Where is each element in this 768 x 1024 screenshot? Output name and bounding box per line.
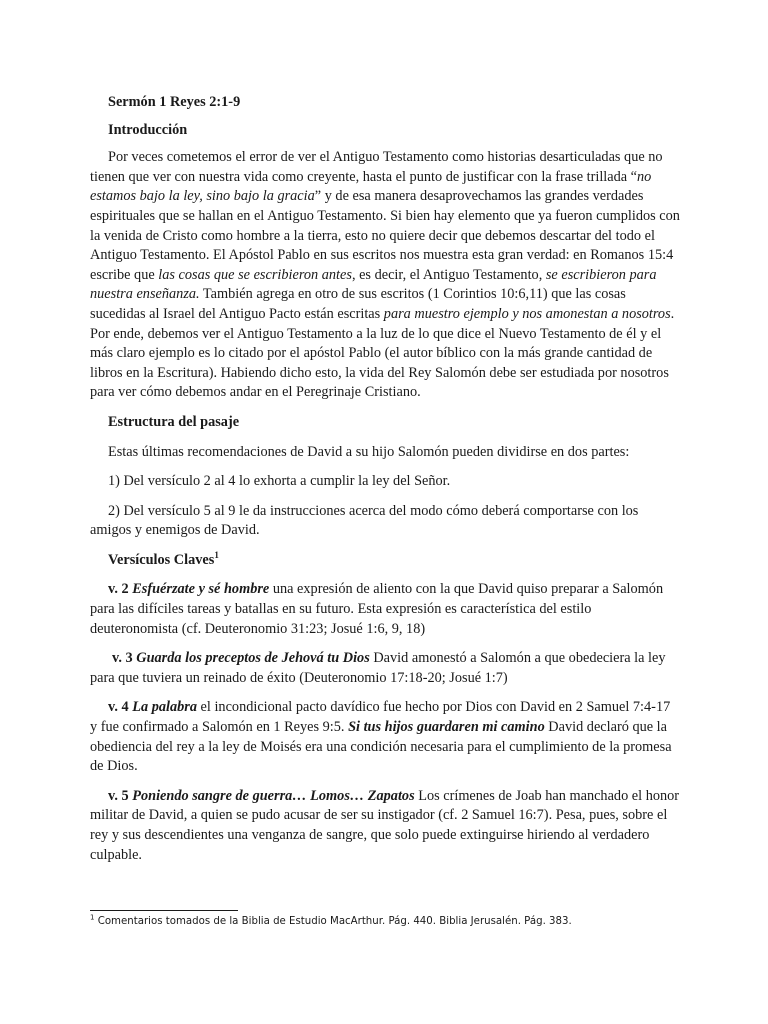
intro-heading: Introducción xyxy=(108,121,188,138)
verse-ref: v. 5 xyxy=(108,787,129,804)
document-body xyxy=(90,93,680,875)
verse-text: el incondicional pacto davídico fue hecho por Dios con David en 2 Samuel 7:4-17 y fue confirmado a Salomón en 1 Reyes 9:5. xyxy=(90,699,671,736)
key-verses-heading xyxy=(90,551,680,571)
footnote-marker: 1 xyxy=(90,913,95,922)
sermon-title: Sermón 1 Reyes 2:1-9 xyxy=(108,94,241,110)
verse-ref: v. 2 xyxy=(108,581,129,598)
intro-paragraph xyxy=(90,148,680,403)
verse-text: una expresión de aliento con la que David quiso preparar a Salomón para las difíciles tareas y batallas en su futuro. Esta expresión es característica del estilo deuteronomista (cf. Deuteronomio 31:23; Josué 1:6, 9, 18) xyxy=(90,581,664,637)
verse-phrase-secondary: Si tus hijos guardaren mi camino xyxy=(348,719,545,736)
intro-text-1: Por veces cometemos el error de ver el Antiguo Testamento como historias desarticuladas que no tienen que ver con nuestra vida como creyente, hasta el punto de justificar con la frase trillada “ xyxy=(90,149,663,185)
verse-phrase: Guarda los preceptos de Jehová tu Dios xyxy=(136,650,370,667)
footnote-reference[interactable]: 1 xyxy=(214,550,219,561)
intro-italic-2: las cosas que se escribieron antes xyxy=(158,266,352,283)
verse-entry xyxy=(90,698,680,776)
verse-ref: v. 4 xyxy=(108,699,129,716)
intro-italic-1: no estamos bajo la ley, sino bajo la gracia xyxy=(90,168,652,205)
intro-text-2: ” y de esa manera desaprovechamos las grandes verdades espirituales que se hallan en el Antiguo Testamento. Si bien hay elemento que ya fueron cumplidos con la venida de Cristo como hombre a la tierra, esto no quiere decir que debemos descartar del todo el Antiguo Testamento. El Apóstol Pablo en sus escritos nos muestra esta gran verdad: en Romanos 15:4 escribe que xyxy=(90,188,680,283)
intro-italic-4: para muestro ejemplo y nos amonestan a nosotros xyxy=(383,305,671,322)
intro-text-5: . Por ende, debemos ver el Antiguo Testamento a la luz de lo que dice el Nuevo Testamento de él y el más claro ejemplo es lo citado por el apóstol Pablo (el autor bíblico con la más grande cantidad de libros en la Escritura). Habiendo dicho esto, la vida del Rey Salomón debe ser estudiada por nosotros para ver cómo debemos andar en el Peregrinaje Cristiano. xyxy=(90,305,675,401)
verse-entry xyxy=(90,787,680,865)
structure-item: 1) Del versículo 2 al 4 lo exhorta a cumplir la ley del Señor. xyxy=(108,473,451,490)
verse-text-secondary: David declaró que la obediencia del rey a la ley de Moisés era una condición necesaria para el cumplimiento de la promesa de Dios. xyxy=(90,719,672,775)
structure-item: 2) Del versículo 5 al 9 le da instrucciones acerca del modo cómo deberá comportarse con los amigos y enemigos de David. xyxy=(90,502,639,539)
intro-text-4: También agrega en otro de sus escritos (1 Corintios 10:6,11) que las cosas sucedidas al Israel del Antiguo Pacto están escritas xyxy=(90,286,626,322)
verse-entry xyxy=(90,580,680,639)
footnote-text: Comentarios tomados de la Biblia de Estudio MacArthur. Pág. 440. Biblia Jerusalén. Pág. 383. xyxy=(94,916,572,927)
intro-italic-3: se escribieron para nuestra enseñanza. xyxy=(90,266,657,303)
verse-text: David amonestó a Salomón a que obedeciera la ley para que tuviera un reinado de éxito (Deuteronomio 17:18-20; Josué 1:7) xyxy=(90,650,666,686)
intro-text-3: , es decir, el Antiguo Testamento, xyxy=(351,266,546,283)
verse-entry xyxy=(90,649,680,688)
structure-intro: Estas últimas recomendaciones de David a su hijo Salomón pueden dividirse en dos partes: xyxy=(108,443,630,460)
footnote-divider xyxy=(90,910,238,911)
verse-text: Los crímenes de Joab han manchado el honor militar de David, a quien se pudo acusar de ser su instigador (cf. 2 Samuel 16:7). Pesa, pues, sobre el rey y sus descendientes una venganza de sangre, que solo puede extinguirse hiriendo al verdadero culpable. xyxy=(90,787,680,863)
verse-ref: v. 3 xyxy=(112,650,133,667)
verse-phrase: Esfuérzate y sé hombre xyxy=(132,581,270,598)
structure-heading: Estructura del pasaje xyxy=(108,413,240,430)
footnote xyxy=(90,915,690,929)
verse-phrase: Poniendo sangre de guerra… Lomos… Zapatos xyxy=(132,787,415,804)
key-verses-heading-text: Versículos Claves xyxy=(108,551,215,568)
verse-phrase: La palabra xyxy=(132,699,197,716)
